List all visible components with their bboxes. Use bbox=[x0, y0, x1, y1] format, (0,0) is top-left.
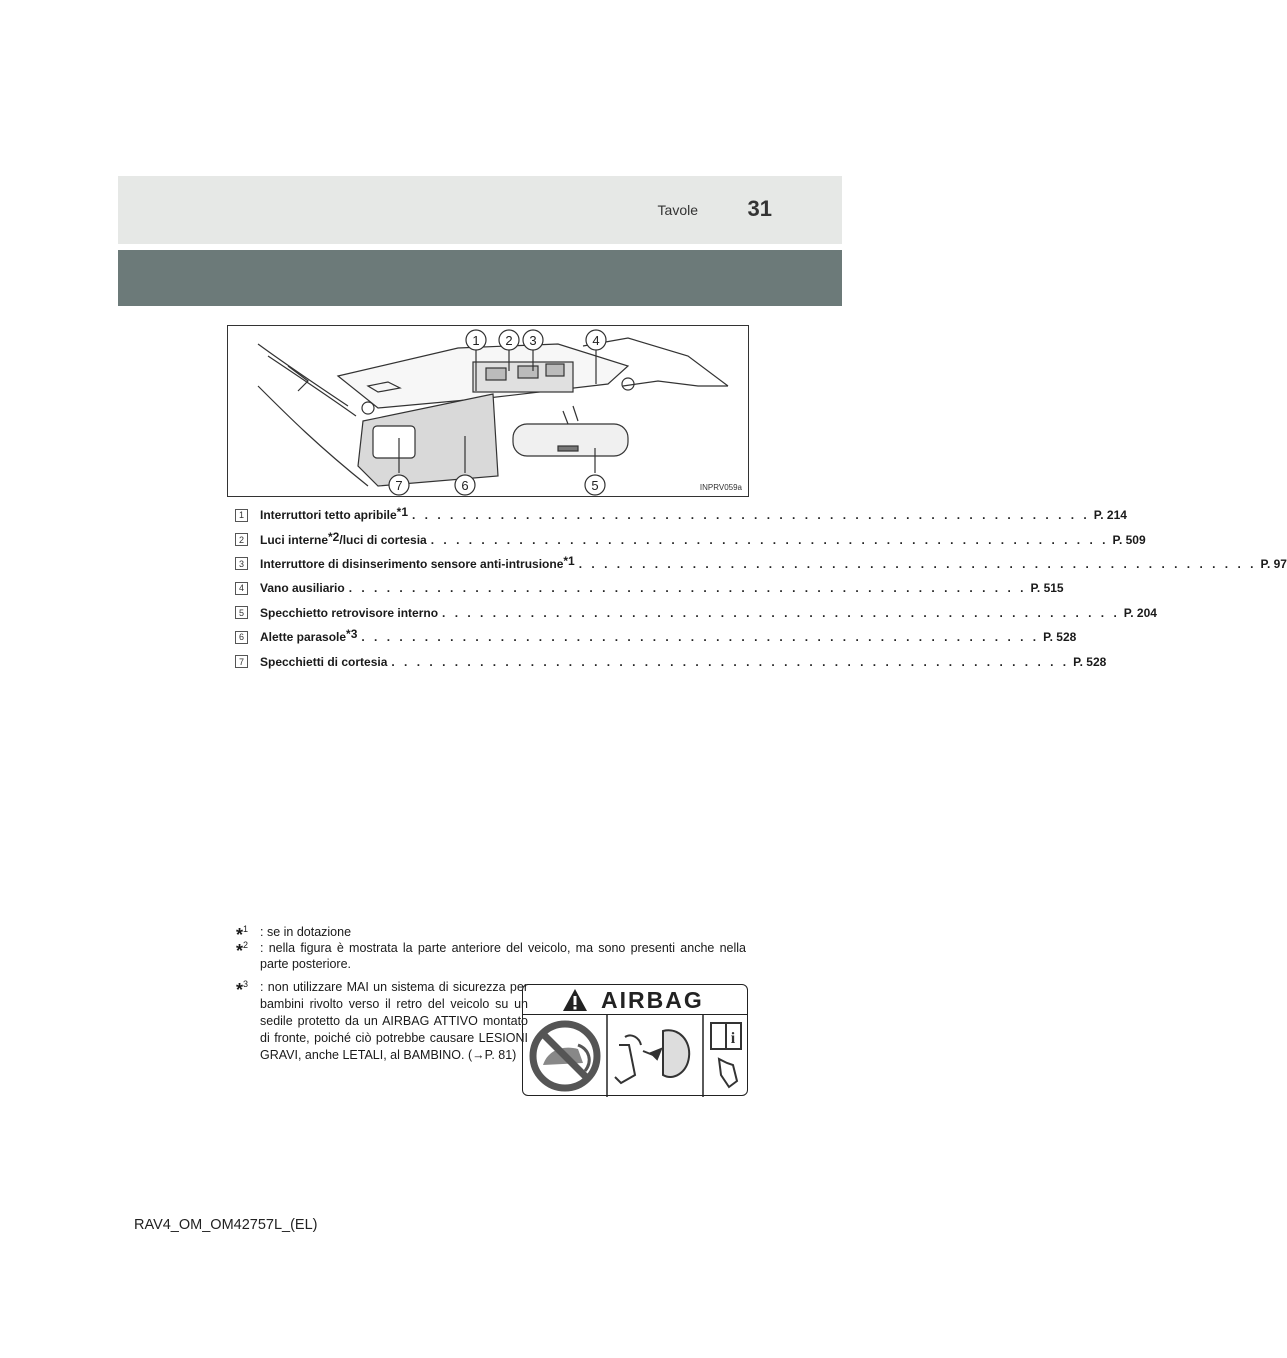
item-label: Specchietti di cortesia bbox=[260, 654, 388, 669]
item-number: 1 bbox=[235, 509, 248, 522]
page-ref-link[interactable]: P. 515 bbox=[1030, 581, 1064, 596]
page-ref-link[interactable]: P. 97 bbox=[1260, 556, 1287, 571]
callout-5: 5 bbox=[591, 478, 599, 493]
item-label: Interruttore di disinserimento sensore anti-intrusione$^{*1}$ bbox=[260, 553, 575, 571]
footnote-2 bbox=[236, 940, 746, 972]
leader-dots: . . . . . . . . . . . . . . . . . . . . . . . . . . . . . . . . . . . . . . . . . . . . . . . . . . . . . . bbox=[391, 654, 1070, 669]
airbag-label-header bbox=[523, 985, 747, 1015]
airbag-heading: AIRBAG bbox=[601, 987, 704, 1013]
list-item bbox=[235, 552, 1287, 576]
item-number: 2 bbox=[235, 533, 248, 546]
airbag-deploy-icon bbox=[615, 1030, 689, 1083]
overhead-console-illustration bbox=[228, 326, 750, 498]
item-label: Alette parasole$^{*3}$ bbox=[260, 627, 358, 645]
footnote-mark: *$^1$ bbox=[236, 924, 249, 945]
list-item bbox=[235, 503, 1127, 527]
list-item bbox=[235, 625, 1077, 649]
footnote-3 bbox=[236, 979, 528, 1064]
no-child-seat-icon bbox=[533, 1024, 597, 1088]
page-ref-link[interactable]: P. 509 bbox=[1112, 532, 1146, 547]
item-label: Specchietto retrovisore interno bbox=[260, 605, 439, 620]
item-label: Luci interne$^{*2}$/luci di cortesia bbox=[260, 529, 427, 547]
callout-3: 3 bbox=[529, 333, 537, 348]
header-band bbox=[118, 250, 842, 306]
list-item bbox=[235, 649, 1107, 673]
page-header bbox=[118, 176, 842, 244]
footnote-mark: *$^2$ bbox=[236, 940, 249, 961]
item-number: 5 bbox=[235, 606, 248, 619]
item-label: Vano ausiliario bbox=[260, 581, 345, 596]
item-number: 6 bbox=[235, 631, 248, 644]
item-number: 7 bbox=[235, 655, 248, 668]
reference-list bbox=[235, 503, 1287, 674]
footnote-1 bbox=[236, 924, 746, 945]
leader-dots: . . . . . . . . . . . . . . . . . . . . . . . . . . . . . . . . . . . . . . . . . . . . . . . . . . . . . . bbox=[412, 508, 1090, 523]
section-title: Tavole bbox=[657, 202, 698, 218]
page-ref-link[interactable]: P. 214 bbox=[1093, 508, 1127, 523]
item-number: 3 bbox=[235, 557, 248, 570]
page-ref-link[interactable]: P. 528 bbox=[1073, 654, 1107, 669]
footnote-text: : non utilizzare MAI un sistema di sicurezza per bambini rivolto verso il retro del veicolo su un sedile protetto da un AIRBAG ATTIVO montato di fronte, poiché ciò potrebbe causare LESIONI GRAVI, anche LETALI, al BAMBINO. (→P. 81) bbox=[260, 980, 528, 1062]
leader-dots: . . . . . . . . . . . . . . . . . . . . . . . . . . . . . . . . . . . . . . . . . . . . . . . . . . . . . . bbox=[430, 532, 1109, 547]
leader-dots: . . . . . . . . . . . . . . . . . . . . . . . . . . . . . . . . . . . . . . . . . . . . . . . . . . . . . . bbox=[348, 581, 1027, 596]
callout-4: 4 bbox=[592, 333, 600, 348]
callout-6: 6 bbox=[461, 478, 469, 493]
manual-info-icon bbox=[711, 1023, 741, 1087]
svg-text:i: i bbox=[730, 1030, 736, 1047]
footnote-mark: *$^3$ bbox=[236, 979, 249, 1000]
airbag-warning-label bbox=[522, 984, 748, 1096]
warning-triangle-icon bbox=[561, 987, 589, 1013]
page-ref-link[interactable]: P. 204 bbox=[1123, 605, 1157, 620]
airbag-pictograms bbox=[523, 1015, 749, 1097]
list-item bbox=[235, 576, 1064, 600]
leader-dots: . . . . . . . . . . . . . . . . . . . . . . . . . . . . . . . . . . . . . . . . . . . . . . . . . . . . . . bbox=[578, 556, 1257, 571]
item-number: 4 bbox=[235, 582, 248, 595]
leader-dots: . . . . . . . . . . . . . . . . . . . . . . . . . . . . . . . . . . . . . . . . . . . . . . . . . . . . . . bbox=[361, 630, 1040, 645]
callout-1: 1 bbox=[472, 333, 480, 348]
callout-2: 2 bbox=[505, 333, 513, 348]
callout-7: 7 bbox=[395, 478, 403, 493]
leader-dots: . . . . . . . . . . . . . . . . . . . . . . . . . . . . . . . . . . . . . . . . . . . . . . . . . . . . . . bbox=[442, 605, 1120, 620]
figure-code: INPRV059a bbox=[699, 483, 742, 492]
page-number: 31 bbox=[747, 196, 772, 221]
footnote-text: : se in dotazione bbox=[260, 925, 352, 939]
footnotes bbox=[236, 924, 746, 1062]
item-label: Interruttori tetto apribile$^{*1}$ bbox=[260, 505, 409, 523]
list-item bbox=[235, 601, 1157, 625]
list-item bbox=[235, 527, 1146, 551]
page-ref-link[interactable]: P. 528 bbox=[1043, 630, 1077, 645]
footnote-text: : nella figura è mostrata la parte anteriore del veicolo, ma sono presenti anche nella parte posteriore. bbox=[260, 941, 746, 971]
overhead-console-figure bbox=[227, 325, 749, 497]
document-code: RAV4_OM_OM42757L_(EL) bbox=[134, 1217, 318, 1233]
